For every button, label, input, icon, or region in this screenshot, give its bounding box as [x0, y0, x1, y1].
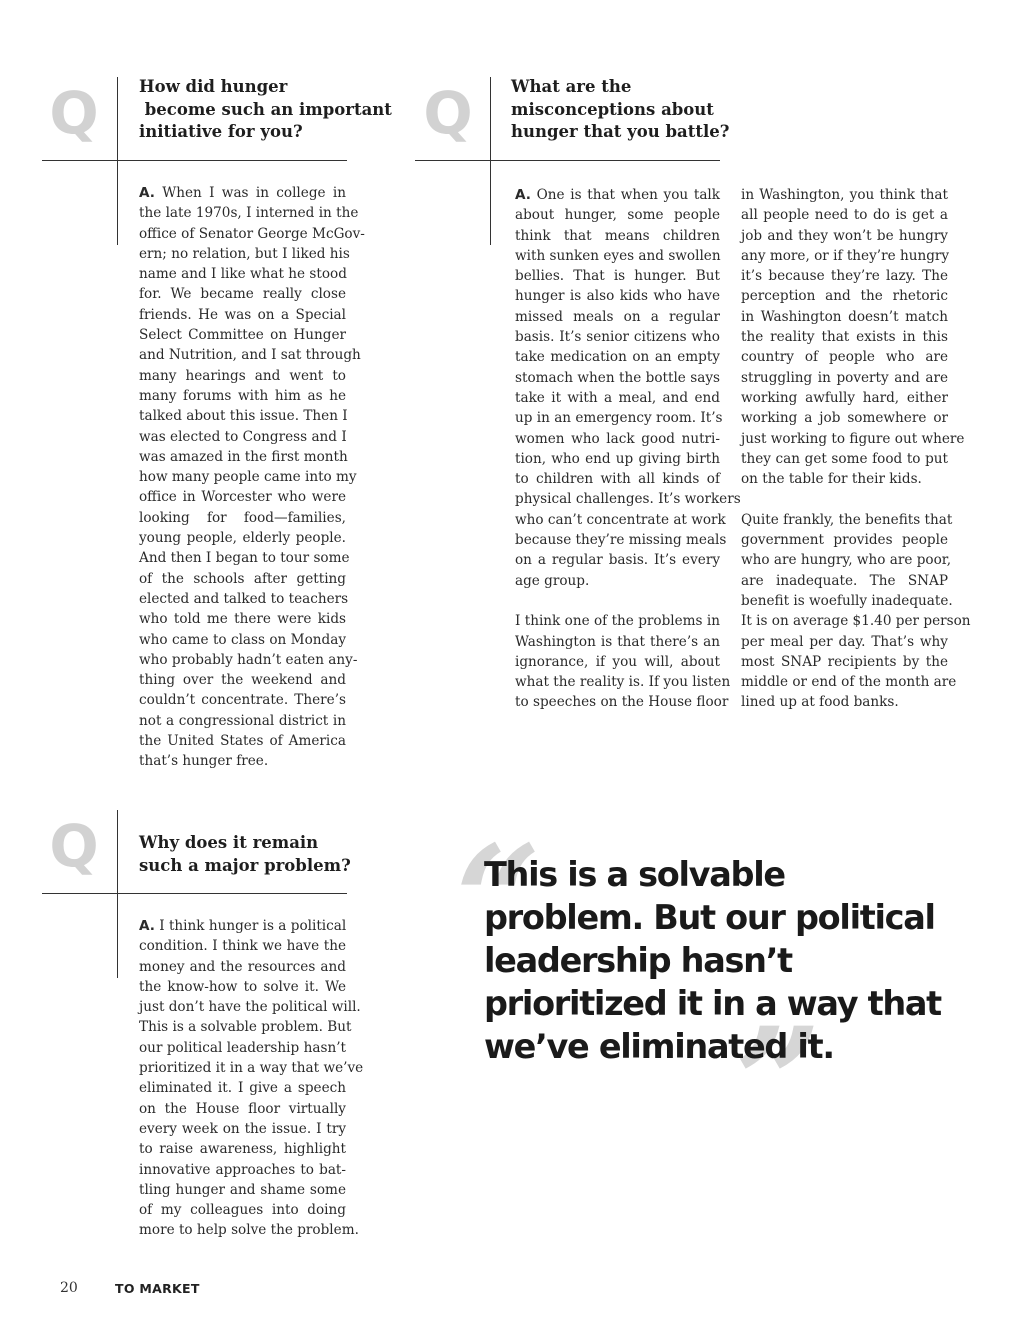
answer-line: women who lack good nutri-: [515, 430, 720, 447]
answer-line: our political leadership hasn’t: [139, 1039, 346, 1056]
answer-line: [139, 183, 346, 203]
question-line: misconceptions about: [511, 99, 714, 119]
answer-text: When I was in college in: [162, 185, 346, 201]
answer-line: up in an emergency room. It’s: [515, 410, 723, 427]
answer-line: most SNAP recipients by the: [741, 653, 948, 670]
answer-3: [139, 916, 364, 1241]
answer-line: what the reality is. If you listen: [515, 674, 731, 691]
horizontal-rule: [42, 160, 347, 161]
close-quote-mark: ”: [735, 995, 822, 1171]
pull-quote-line: problem. But our political: [484, 898, 935, 937]
answer-line: perception and the rhetoric: [741, 288, 948, 305]
answer-line: age group.: [515, 572, 590, 589]
answer-line: hunger is also kids who have: [515, 288, 720, 305]
answer-1: [139, 183, 365, 772]
answer-text: One is that when you talk: [536, 187, 721, 203]
answer-line: who are hungry, who are poor,: [741, 552, 952, 569]
vertical-rule: [490, 77, 491, 245]
answer-line: working awfully hard, either: [741, 389, 948, 406]
vertical-rule: [117, 810, 118, 978]
answer-line: Quite frankly, the benefits that: [741, 511, 953, 528]
answer-line: take medication on an empty: [515, 349, 720, 366]
answer-line: struggling in poverty and are: [741, 369, 948, 386]
answer-line: it’s because they’re lazy. The: [741, 268, 948, 285]
answer-line: not a congressional district in: [139, 712, 346, 729]
answer-line: It is on average $1.40 per person: [741, 613, 971, 630]
question-line: How did hunger: [139, 77, 288, 96]
answer-line: any more, or if they’re hungry: [741, 247, 950, 264]
answer-label: A.: [139, 918, 155, 934]
paragraph-gap: [515, 591, 720, 611]
answer-line: young people, elderly people.: [139, 530, 346, 547]
answer-line: just working to figure out where: [741, 430, 965, 447]
answer-line: the late 1970s, I interned in the: [139, 205, 359, 222]
answer-line: who told me there were kids: [139, 611, 346, 628]
horizontal-rule: [42, 893, 347, 894]
answer-line: [139, 916, 346, 936]
answer-line: thing over the weekend and: [139, 672, 346, 689]
question-line: Why does it remain: [139, 833, 319, 852]
answer-line: in Washington, you think that: [741, 187, 948, 203]
answer-line: to raise awareness, highlight: [139, 1141, 346, 1158]
answer-line: every week on the issue. I try: [139, 1120, 346, 1137]
answer-line: Select Committee on Hunger: [139, 327, 346, 344]
question-line: such a major problem?: [139, 855, 351, 875]
answer-line: job and they won’t be hungry: [741, 227, 948, 244]
answer-line: benefit is woefully inadequate.: [741, 592, 953, 609]
answer-line: This is a solvable problem. But: [139, 1019, 352, 1036]
answer-label: A.: [139, 185, 155, 201]
answer-line: many hearings and went to: [139, 367, 346, 384]
question-3: [139, 832, 351, 877]
answer-line: innovative approaches to bat-: [139, 1161, 346, 1178]
answer-line: [515, 185, 720, 205]
page-number: 20: [60, 1280, 78, 1296]
answer-line: of the schools after getting: [139, 570, 346, 587]
q-mark: Q: [49, 812, 99, 880]
answer-line: name and I like what he stood: [139, 266, 347, 283]
pull-quote-line: we’ve eliminated it.: [484, 1027, 834, 1066]
vertical-rule: [117, 77, 118, 245]
question-2: [511, 76, 729, 144]
answer-line: how many people came into my: [139, 469, 357, 486]
question-line: become such an important: [139, 99, 392, 119]
answer-line: many forums with him as he: [139, 387, 346, 404]
answer-line: and Nutrition, and I sat through: [139, 347, 361, 364]
answer-line: about hunger, some people: [515, 207, 720, 224]
answer-line: on the House floor virtually: [139, 1100, 346, 1117]
answer-line: of my colleagues into doing: [139, 1202, 346, 1219]
answer-line: who probably hadn’t eaten any-: [139, 651, 358, 668]
answer-line: country of people who are: [741, 349, 948, 366]
pull-quote-line: leadership hasn’t: [484, 941, 792, 980]
answer-line: who can’t concentrate at work: [515, 511, 726, 528]
answer-line: working a job somewhere or: [741, 410, 948, 427]
answer-line: middle or end of the month are: [741, 674, 957, 691]
answer-line: more to help solve the problem.: [139, 1222, 359, 1239]
answer-line: elected and talked to teachers: [139, 590, 349, 607]
q-mark: Q: [423, 79, 473, 147]
answer-line: stomach when the bottle says: [515, 369, 720, 386]
pull-quote: [484, 853, 941, 1068]
horizontal-rule: [415, 160, 720, 161]
answer-line: ignorance, if you will, about: [515, 653, 720, 670]
answer-line: was elected to Congress and I: [139, 428, 347, 445]
answer-line: the know-how to solve it. We: [139, 978, 346, 995]
answer-line: Washington is that there’s an: [515, 633, 720, 650]
answer-text: I think hunger is a political: [159, 918, 347, 934]
answer-line: was amazed in the first month: [139, 448, 348, 465]
answer-line: physical challenges. It’s workers: [515, 491, 741, 508]
answer-line: in Washington doesn’t match: [741, 308, 948, 325]
answer-line: eliminated it. I give a speech: [139, 1080, 346, 1097]
answer-line: basis. It’s senior citizens who: [515, 329, 720, 346]
answer-line: lined up at food banks.: [741, 694, 899, 711]
answer-line: take it with a meal, and end: [515, 389, 720, 406]
answer-line: that’s hunger free.: [139, 753, 269, 770]
answer-line: all people need to do is get a: [741, 207, 948, 224]
answer-line: on the table for their kids.: [741, 471, 922, 488]
answer-line: tion, who end up giving birth: [515, 450, 720, 467]
publication-name: TO MARKET: [115, 1281, 200, 1296]
answer-line: money and the resources and: [139, 958, 346, 975]
answer-line: ern; no relation, but I liked his: [139, 245, 350, 262]
answer-line: missed meals on a regular: [515, 308, 720, 325]
answer-line: the reality that exists in this: [741, 329, 948, 346]
answer-line: office of Senator George McGov-: [139, 225, 365, 242]
answer-line: bellies. That is hunger. But: [515, 268, 720, 285]
answer-line: just don’t have the political will.: [139, 999, 361, 1016]
answer-line: couldn’t concentrate. There’s: [139, 692, 346, 709]
answer-line: the United States of America: [139, 733, 346, 750]
answer-line: for. We became really close: [139, 286, 346, 303]
answer-line: looking for food—families,: [139, 509, 346, 526]
answer-2-column-2: [741, 185, 971, 713]
pull-quote-line: This is a solvable: [484, 855, 785, 894]
answer-line: think that means children: [515, 227, 720, 244]
question-line: hunger that you battle?: [511, 122, 730, 141]
answer-line: to children with all kinds of: [515, 471, 720, 488]
answer-line: government provides people: [741, 532, 948, 549]
answer-line: And then I began to tour some: [139, 550, 350, 567]
answer-line: condition. I think we have the: [139, 938, 346, 955]
answer-2-column-1: [515, 185, 741, 713]
answer-line: they can get some food to put: [741, 450, 948, 467]
answer-label: A.: [515, 187, 531, 203]
answer-line: who came to class on Monday: [139, 631, 346, 648]
answer-line: talked about this issue. Then I: [139, 408, 348, 425]
answer-line: on a regular basis. It’s every: [515, 552, 720, 569]
answer-line: prioritized it in a way that we’ve: [139, 1060, 364, 1077]
answer-line: to speeches on the House floor: [515, 694, 729, 711]
answer-line: per meal per day. That’s why: [741, 633, 948, 650]
q-mark: Q: [49, 79, 99, 147]
answer-line: are inadequate. The SNAP: [741, 572, 948, 589]
paragraph-gap: [741, 489, 948, 509]
question-1: [139, 76, 392, 144]
answer-line: I think one of the problems in: [515, 613, 720, 630]
answer-line: tling hunger and shame some: [139, 1181, 346, 1198]
question-line: What are the: [511, 77, 632, 96]
answer-line: office in Worcester who were: [139, 489, 346, 506]
pull-quote-line: prioritized it in a way that: [484, 984, 941, 1023]
answer-line: friends. He was on a Special: [139, 306, 346, 323]
question-line: initiative for you?: [139, 122, 303, 141]
answer-line: with sunken eyes and swollen: [515, 247, 721, 264]
answer-line: because they’re missing meals: [515, 532, 727, 549]
open-quote-mark: “: [455, 813, 542, 989]
